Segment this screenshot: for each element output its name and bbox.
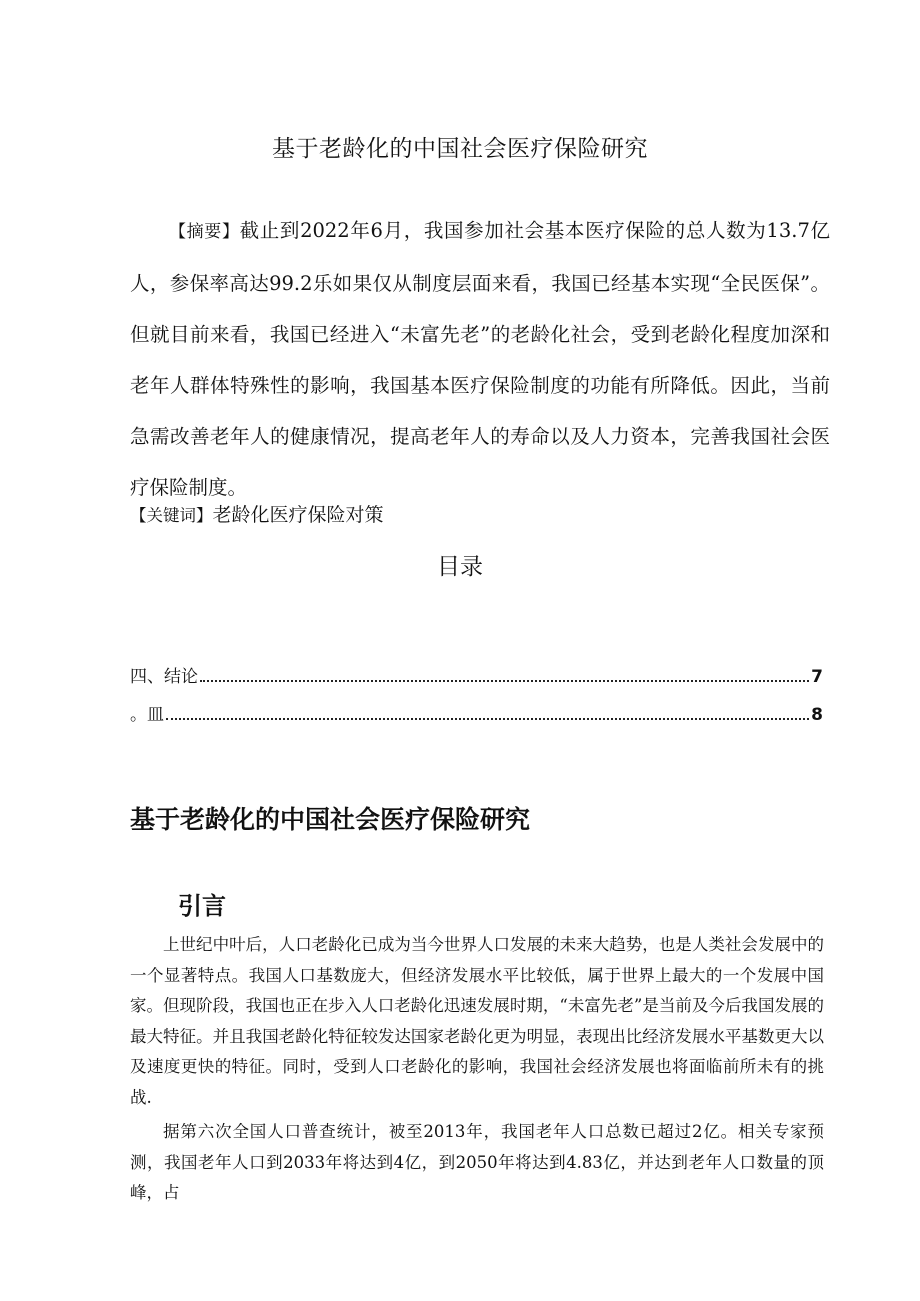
keywords-line: [130, 498, 384, 533]
toc-entry-label: 四、结论: [130, 667, 198, 687]
abstract-label: 【摘要】: [169, 222, 240, 242]
subsection-heading: 引言: [178, 892, 226, 920]
abstract-paragraph: [130, 205, 830, 513]
keywords-text: 老龄化医疗保险对策: [212, 504, 384, 526]
body-paragraph: 据第六次全国人口普查统计，被至2013年，我国老年人口总数已超过2亿。相关专家预测，我国老年人口到2033年将达到4亿，到2050年将达到4.83亿，并达到老年人口数量的顶峰，占: [130, 1122, 824, 1202]
toc-entry-page: 8: [811, 705, 823, 725]
toc-title: 目录: [437, 554, 483, 580]
toc-entry[interactable]: [130, 700, 823, 725]
toc-leader-dots: [166, 718, 809, 720]
document-title: 基于老龄化的中国社会医疗保险研究: [272, 136, 648, 162]
abstract-text: 截止到2022年6月，我国参加社会基本医疗保险的总人数为13.7亿人，参保率高达99.2乐如果仅从制度层面来看，我国已经基本实现“全民医保”。但就目前来看，我国已经进入“未富先老”的老龄化社会，受到老龄化程度加深和老年人群体特殊性的影响，我国基本医疗保险制度的功能有所降低。因此，当前急需改善老年人的健康情况，提高老年人的寿命以及人力资本，完善我国社会医疗保险制度。: [130, 219, 831, 499]
section-heading: 基于老龄化的中国社会医疗保险研究: [130, 805, 531, 834]
toc-entry-page: 7: [811, 667, 823, 687]
toc-leader-dots: [200, 680, 809, 682]
toc-entry-label: 。皿: [130, 705, 164, 725]
keywords-label: 【关键词】: [130, 506, 213, 525]
toc-entry[interactable]: [130, 662, 823, 687]
body-paragraph: 上世纪中叶后，人口老龄化已成为当今世界人口发展的未来大趋势，也是人类社会发展中的一个显著特点。我国人口基数庞大，但经济发展水平比较低，属于世界上最大的一个发展中国家。但现阶段，我国也正在步入人口老龄化迅速发展时期，“未富先老”是当前及今后我国发展的最大特征。并且我国老龄化特征较发达国家老龄化更为明显，表现出比经济发展水平基数更大以及速度更快的特征。同时，受到人口老龄化的影响，我国社会经济发展也将面临前所未有的挑战.: [130, 935, 824, 1107]
